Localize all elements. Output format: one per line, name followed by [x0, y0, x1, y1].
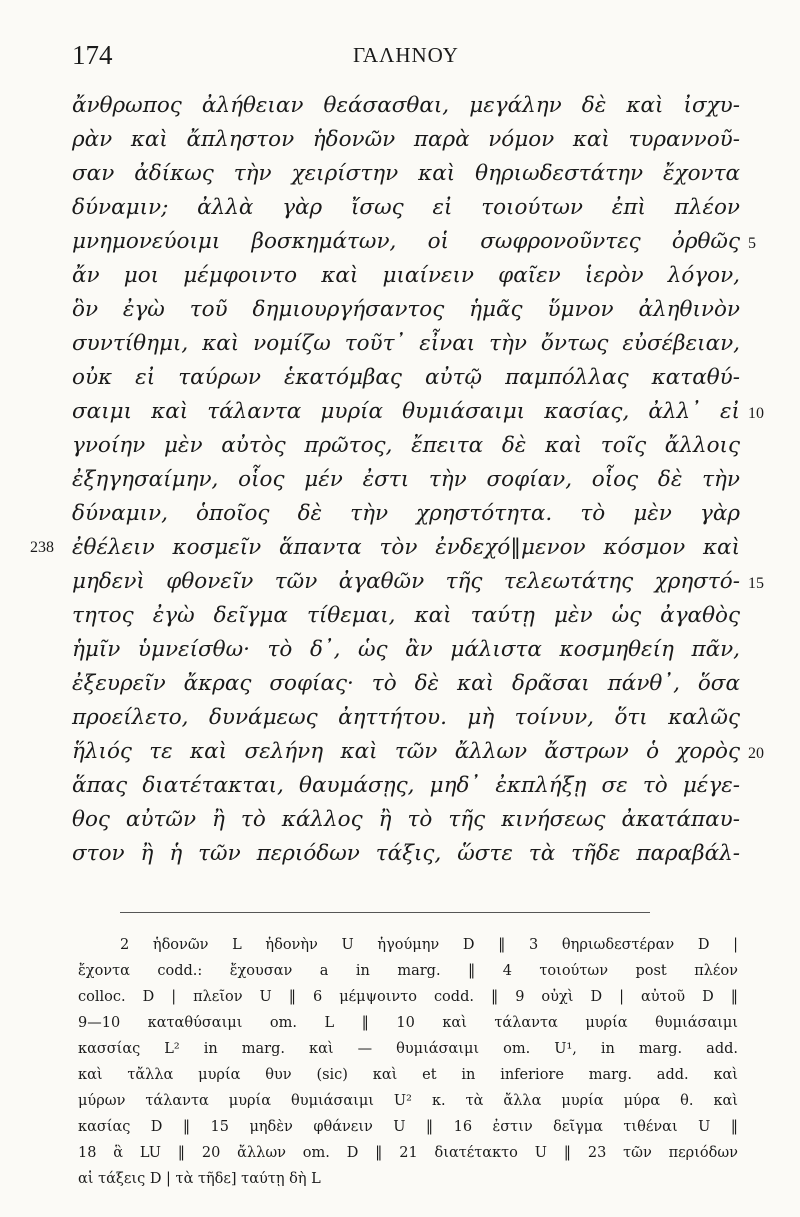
line-number: 15 [748, 575, 764, 592]
text-line: ἥλιός τε καὶ σελήνη καὶ τῶν ἄλλων ἄστρων ὁ χορὸς [72, 739, 740, 764]
apparatus-line: 18 ἃ LU ‖ 20 ἄλλων om. D ‖ 21 διατέτακτο U ‖ 23 τῶν περιόδων [78, 1145, 738, 1161]
apparatus-line: 9—10 καταθύσαιμι om. L ‖ 10 καὶ τάλαντα μυρία θυμιάσαιμι [78, 1015, 738, 1031]
line-number: 20 [748, 745, 764, 762]
text-line: ἐθέλειν κοσμεῖν ἅπαντα τὸν ἐνδεχό‖μενον κόσμον καὶ [72, 535, 740, 560]
text-line: μνημονεύοιμι βοσκημάτων, οἱ σωφρονοῦντες ὀρθῶς [72, 229, 740, 254]
text-line: προείλετο, δυνάμεως ἀηττήτου. μὴ τοίνυν, ὅτι καλῶς [72, 705, 740, 730]
margin-page-reference: 238 [30, 539, 54, 556]
running-title: ΓΑΛΗΝΟΥ [353, 43, 459, 67]
text-line: μηδενὶ φθονεῖν τῶν ἀγαθῶν τῆς τελεωτάτης χρηστό- [72, 569, 740, 594]
apparatus-line: colloc. D | πλεῖον U ‖ 6 μέμψοιντο codd. ‖ 9 οὐχὶ D | αὐτοῦ D ‖ [78, 989, 738, 1005]
apparatus-line: κασσίας L² in marg. καὶ — θυμιάσαιμι om. U¹, in marg. add. [78, 1041, 738, 1057]
apparatus-line: 2 ἡδονῶν L ἡδονὴν U ἡγούμην D ‖ 3 θηριωδεστέραν D | [120, 937, 738, 953]
page-header [72, 40, 740, 80]
page-number: 174 [72, 40, 113, 70]
apparatus-line: ἔχοντα codd.: ἔχουσαν a in marg. ‖ 4 τοιούτων post πλέον [78, 963, 738, 979]
apparatus-line: καὶ τἄλλα μυρία θυν (sic) καὶ et in inferiore marg. add. καὶ [78, 1067, 738, 1083]
text-line: ἅπας διατέτακται, θαυμάσῃς, μηδ᾽ ἐκπλήξῃ σε τὸ μέγε- [72, 773, 740, 798]
line-number: 5 [748, 235, 756, 252]
apparatus-line: μύρων τάλαντα μυρία θυμιάσαιμι U² κ. τὰ ἄλλα μυρία μύρα θ. καὶ [78, 1093, 738, 1109]
apparatus-line: αἱ τάξεις D | τὰ τῆδε] ταύτῃ δὴ L [78, 1171, 321, 1187]
text-line: τητος ἐγὼ δεῖγμα τίθεμαι, καὶ ταύτῃ μὲν ὡς ἀγαθὸς [72, 603, 740, 628]
text-line: ὃν ἐγὼ τοῦ δημιουργήσαντος ἡμᾶς ὕμνον ἀληθινὸν [72, 297, 740, 322]
footnote-divider [120, 912, 650, 913]
text-line: δύναμιν, ὁποῖος δὲ τὴν χρηστότητα. τὸ μὲν γὰρ [72, 501, 740, 526]
text-line: σαν ἀδίκως τὴν χειρίστην καὶ θηριωδεστάτην ἔχοντα [72, 161, 740, 186]
text-line: συντίθημι, καὶ νομίζω τοῦτ᾽ εἶναι τὴν ὄντως εὐσέβειαν, [72, 331, 740, 356]
text-line: οὐκ εἰ ταύρων ἑκατόμβας αὐτῷ παμπόλλας καταθύ- [72, 365, 740, 390]
apparatus-line: κασίας D ‖ 15 μηδὲν φθάνειν U ‖ 16 ἐστιν δεῖγμα τιθέναι U ‖ [78, 1119, 738, 1135]
text-line: ἐξευρεῖν ἄκρας σοφίας· τὸ δὲ καὶ δρᾶσαι πάνθ᾽, ὅσα [72, 671, 740, 696]
text-line: γνοίην μὲν αὐτὸς πρῶτος, ἔπειτα δὲ καὶ τοῖς ἄλλοις [72, 433, 740, 458]
text-line: ἐξηγησαίμην, οἷος μέν ἐστι τὴν σοφίαν, οἷος δὲ τὴν [72, 467, 740, 492]
text-line: δύναμιν; ἀλλὰ γὰρ ἴσως εἰ τοιούτων ἐπὶ πλέον [72, 195, 740, 220]
text-line: θος αὐτῶν ἢ τὸ κάλλος ἢ τὸ τῆς κινήσεως ἀκατάπαυ- [72, 807, 740, 832]
text-line: στον ἢ ἡ τῶν περιόδων τάξις, ὥστε τὰ τῆδε παραβάλ- [72, 841, 740, 866]
text-line: ἡμῖν ὑμνείσθω· τὸ δ᾽, ὡς ἂν μάλιστα κοσμηθείη πᾶν, [72, 637, 740, 662]
text-line: ἄνθρωπος ἀλήθειαν θεάσασθαι, μεγάλην δὲ καὶ ἰσχυ- [72, 93, 740, 118]
text-line: ρὰν καὶ ἄπληστον ἡδονῶν παρὰ νόμον καὶ τυραννοῦ- [72, 127, 740, 152]
line-number: 10 [748, 405, 764, 422]
text-line: ἄν μοι μέμφοιντο καὶ μιαίνειν φαῖεν ἱερὸν λόγον, [72, 263, 740, 288]
text-line: σαιμι καὶ τάλαντα μυρία θυμιάσαιμι κασίας, ἀλλ᾽ εἰ [72, 399, 740, 424]
